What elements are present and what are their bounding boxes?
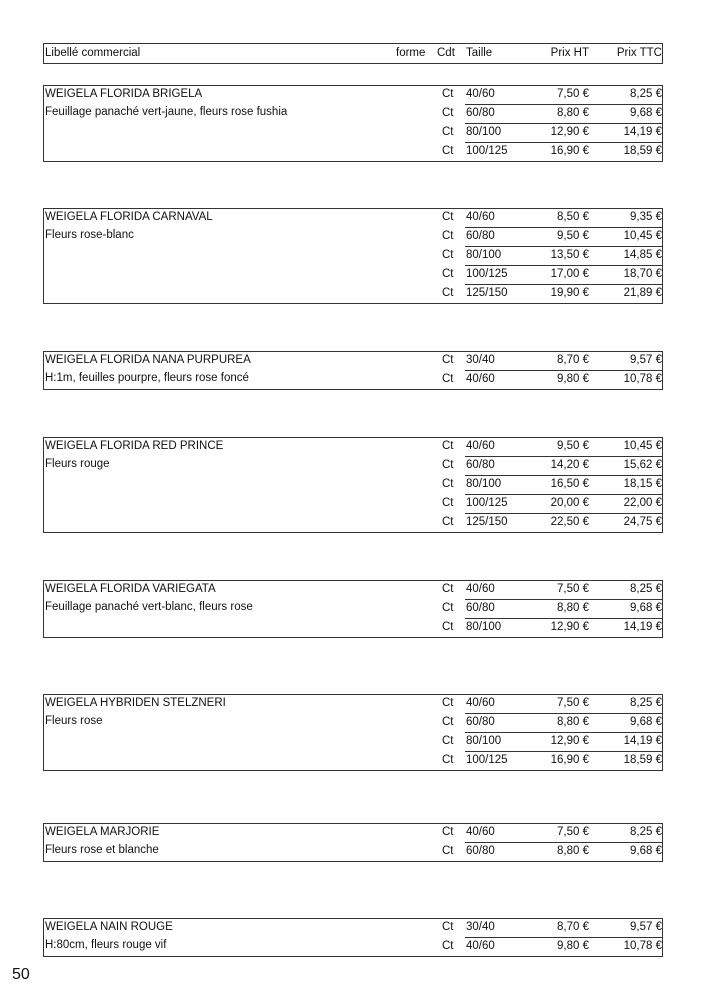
price-row xyxy=(44,495,662,514)
prix-ttc-cell: 10,45 € xyxy=(623,440,662,452)
cdt-cell: Ct xyxy=(442,621,454,633)
price-row xyxy=(44,695,662,714)
prix-ht-cell: 7,50 € xyxy=(557,826,589,838)
price-row xyxy=(44,600,662,619)
cdt-cell: Ct xyxy=(442,735,454,747)
product-description: Feuillage panaché vert-blanc, fleurs rose xyxy=(45,601,253,613)
cdt-cell: Ct xyxy=(442,845,454,857)
prix-ttc-cell: 14,19 € xyxy=(623,126,662,138)
header-prix-ht: Prix HT xyxy=(550,47,589,59)
product-name: WEIGELA HYBRIDEN STELZNERI xyxy=(45,697,226,709)
prix-ttc-cell: 9,35 € xyxy=(630,211,662,223)
cdt-cell: Ct xyxy=(442,940,454,952)
taille-cell: 60/80 xyxy=(466,845,495,857)
taille-cell: 40/60 xyxy=(466,697,495,709)
taille-cell: 60/80 xyxy=(466,459,495,471)
price-row xyxy=(44,733,662,752)
prix-ttc-cell: 18,59 € xyxy=(623,145,662,157)
price-row xyxy=(44,228,662,247)
price-row xyxy=(44,438,662,457)
product-description: Fleurs rose xyxy=(45,715,103,727)
prix-ttc-cell: 10,78 € xyxy=(623,940,662,952)
prix-ht-cell: 22,50 € xyxy=(550,516,589,528)
product-description: Fleurs rouge xyxy=(45,458,110,470)
taille-cell: 100/125 xyxy=(466,145,508,157)
prix-ht-cell: 7,50 € xyxy=(557,697,589,709)
prix-ht-cell: 12,90 € xyxy=(550,126,589,138)
prix-ht-cell: 8,80 € xyxy=(557,107,589,119)
product-name: WEIGELA FLORIDA NANA PURPUREA xyxy=(45,354,251,366)
prix-ht-cell: 8,80 € xyxy=(557,602,589,614)
cdt-cell: Ct xyxy=(442,230,454,242)
cdt-cell: Ct xyxy=(442,145,454,157)
price-row xyxy=(44,938,662,957)
product-description: H:1m, feuilles pourpre, fleurs rose foncé xyxy=(45,372,249,384)
taille-cell: 40/60 xyxy=(466,211,495,223)
prix-ht-cell: 17,00 € xyxy=(550,268,589,280)
taille-cell: 40/60 xyxy=(466,88,495,100)
prix-ht-cell: 9,80 € xyxy=(557,940,589,952)
product-block xyxy=(43,823,663,862)
prix-ht-cell: 7,50 € xyxy=(557,88,589,100)
prix-ttc-cell: 24,75 € xyxy=(623,516,662,528)
product-name: WEIGELA FLORIDA CARNAVAL xyxy=(45,211,213,223)
page-number: 50 xyxy=(12,966,30,983)
product-name: WEIGELA FLORIDA VARIEGATA xyxy=(45,583,216,595)
taille-cell: 60/80 xyxy=(466,107,495,119)
cdt-cell: Ct xyxy=(442,211,454,223)
cdt-cell: Ct xyxy=(442,697,454,709)
taille-cell: 125/150 xyxy=(466,287,508,299)
product-block xyxy=(43,694,663,771)
prix-ht-cell: 8,70 € xyxy=(557,921,589,933)
cdt-cell: Ct xyxy=(442,516,454,528)
prix-ttc-cell: 8,25 € xyxy=(630,697,662,709)
taille-cell: 60/80 xyxy=(466,230,495,242)
price-row xyxy=(44,824,662,843)
prix-ht-cell: 8,80 € xyxy=(557,716,589,728)
product-name: WEIGELA FLORIDA BRIGELA xyxy=(45,88,203,100)
cdt-cell: Ct xyxy=(442,107,454,119)
prix-ttc-cell: 14,19 € xyxy=(623,621,662,633)
product-block xyxy=(43,580,663,638)
header-forme: forme xyxy=(396,47,426,59)
cdt-cell: Ct xyxy=(442,921,454,933)
price-row xyxy=(44,714,662,733)
taille-cell: 100/125 xyxy=(466,268,508,280)
product-name: WEIGELA FLORIDA RED PRINCE xyxy=(45,440,224,452)
prix-ttc-cell: 14,85 € xyxy=(623,249,662,261)
prix-ttc-cell: 10,45 € xyxy=(623,230,662,242)
price-row xyxy=(44,124,662,143)
cdt-cell: Ct xyxy=(442,602,454,614)
price-row xyxy=(44,581,662,600)
prix-ht-cell: 19,90 € xyxy=(550,287,589,299)
taille-cell: 100/125 xyxy=(466,754,508,766)
product-block xyxy=(43,918,663,957)
cdt-cell: Ct xyxy=(442,583,454,595)
prix-ttc-cell: 18,15 € xyxy=(623,478,662,490)
prix-ht-cell: 12,90 € xyxy=(550,735,589,747)
prix-ttc-cell: 15,62 € xyxy=(623,459,662,471)
header-taille: Taille xyxy=(466,47,493,59)
cdt-cell: Ct xyxy=(442,126,454,138)
cdt-cell: Ct xyxy=(442,754,454,766)
taille-cell: 100/125 xyxy=(466,497,508,509)
prix-ht-cell: 16,90 € xyxy=(550,754,589,766)
table-header xyxy=(43,43,663,64)
taille-cell: 30/40 xyxy=(466,921,495,933)
taille-cell: 60/80 xyxy=(466,602,495,614)
prix-ttc-cell: 18,70 € xyxy=(623,268,662,280)
prix-ht-cell: 8,50 € xyxy=(557,211,589,223)
prix-ttc-cell: 18,59 € xyxy=(623,754,662,766)
cdt-cell: Ct xyxy=(442,268,454,280)
header-cdt: Cdt xyxy=(437,47,455,59)
product-name: WEIGELA NAIN ROUGE xyxy=(45,921,173,933)
prix-ttc-cell: 10,78 € xyxy=(623,373,662,385)
taille-cell: 125/150 xyxy=(466,516,508,528)
product-block xyxy=(43,351,663,390)
product-block xyxy=(43,85,663,162)
prix-ht-cell: 16,50 € xyxy=(550,478,589,490)
cdt-cell: Ct xyxy=(442,478,454,490)
prix-ttc-cell: 9,68 € xyxy=(630,845,662,857)
taille-cell: 60/80 xyxy=(466,716,495,728)
prix-ht-cell: 8,70 € xyxy=(557,354,589,366)
price-row xyxy=(44,476,662,495)
taille-cell: 40/60 xyxy=(466,940,495,952)
price-row xyxy=(44,86,662,105)
prix-ht-cell: 12,90 € xyxy=(550,621,589,633)
prix-ttc-cell: 8,25 € xyxy=(630,88,662,100)
prix-ht-cell: 20,00 € xyxy=(550,497,589,509)
cdt-cell: Ct xyxy=(442,440,454,452)
prix-ttc-cell: 9,68 € xyxy=(630,716,662,728)
cdt-cell: Ct xyxy=(442,826,454,838)
price-row xyxy=(44,843,662,862)
product-name: WEIGELA MARJORIE xyxy=(45,826,160,838)
prix-ht-cell: 9,50 € xyxy=(557,440,589,452)
price-row xyxy=(44,105,662,124)
taille-cell: 40/60 xyxy=(466,826,495,838)
taille-cell: 80/100 xyxy=(466,735,502,747)
price-row xyxy=(44,457,662,476)
cdt-cell: Ct xyxy=(442,354,454,366)
taille-cell: 80/100 xyxy=(466,478,502,490)
product-description: H:80cm, fleurs rouge vif xyxy=(45,939,167,951)
taille-cell: 80/100 xyxy=(466,249,502,261)
price-row xyxy=(44,752,662,771)
prix-ttc-cell: 9,57 € xyxy=(630,921,662,933)
price-row xyxy=(44,143,662,162)
cdt-cell: Ct xyxy=(442,716,454,728)
price-row xyxy=(44,352,662,371)
taille-cell: 40/60 xyxy=(466,373,495,385)
taille-cell: 80/100 xyxy=(466,126,502,138)
price-row xyxy=(44,247,662,266)
prix-ttc-cell: 9,57 € xyxy=(630,354,662,366)
taille-cell: 40/60 xyxy=(466,440,495,452)
prix-ht-cell: 16,90 € xyxy=(550,145,589,157)
prix-ht-cell: 14,20 € xyxy=(550,459,589,471)
cdt-cell: Ct xyxy=(442,373,454,385)
product-block xyxy=(43,208,663,304)
prix-ttc-cell: 9,68 € xyxy=(630,107,662,119)
prix-ht-cell: 7,50 € xyxy=(557,583,589,595)
prix-ttc-cell: 8,25 € xyxy=(630,826,662,838)
product-description: Feuillage panaché vert-jaune, fleurs rose fushia xyxy=(45,106,288,118)
taille-cell: 80/100 xyxy=(466,621,502,633)
cdt-cell: Ct xyxy=(442,497,454,509)
price-row xyxy=(44,619,662,638)
cdt-cell: Ct xyxy=(442,459,454,471)
price-row xyxy=(44,266,662,285)
cdt-cell: Ct xyxy=(442,287,454,299)
product-block xyxy=(43,437,663,533)
prix-ht-cell: 13,50 € xyxy=(550,249,589,261)
prix-ttc-cell: 14,19 € xyxy=(623,735,662,747)
prix-ht-cell: 9,50 € xyxy=(557,230,589,242)
cdt-cell: Ct xyxy=(442,249,454,261)
taille-cell: 40/60 xyxy=(466,583,495,595)
prix-ttc-cell: 22,00 € xyxy=(623,497,662,509)
prix-ttc-cell: 21,89 € xyxy=(623,287,662,299)
price-row xyxy=(44,285,662,304)
prix-ttc-cell: 9,68 € xyxy=(630,602,662,614)
prix-ht-cell: 9,80 € xyxy=(557,373,589,385)
prix-ttc-cell: 8,25 € xyxy=(630,583,662,595)
product-description: Fleurs rose-blanc xyxy=(45,229,134,241)
header-prix-ttc: Prix TTC xyxy=(616,47,662,59)
price-row xyxy=(44,371,662,390)
price-row xyxy=(44,514,662,533)
header-libelle: Libellé commercial xyxy=(45,47,141,59)
cdt-cell: Ct xyxy=(442,88,454,100)
price-row xyxy=(44,919,662,938)
price-row xyxy=(44,209,662,228)
prix-ht-cell: 8,80 € xyxy=(557,845,589,857)
taille-cell: 30/40 xyxy=(466,354,495,366)
product-description: Fleurs rose et blanche xyxy=(45,844,159,856)
